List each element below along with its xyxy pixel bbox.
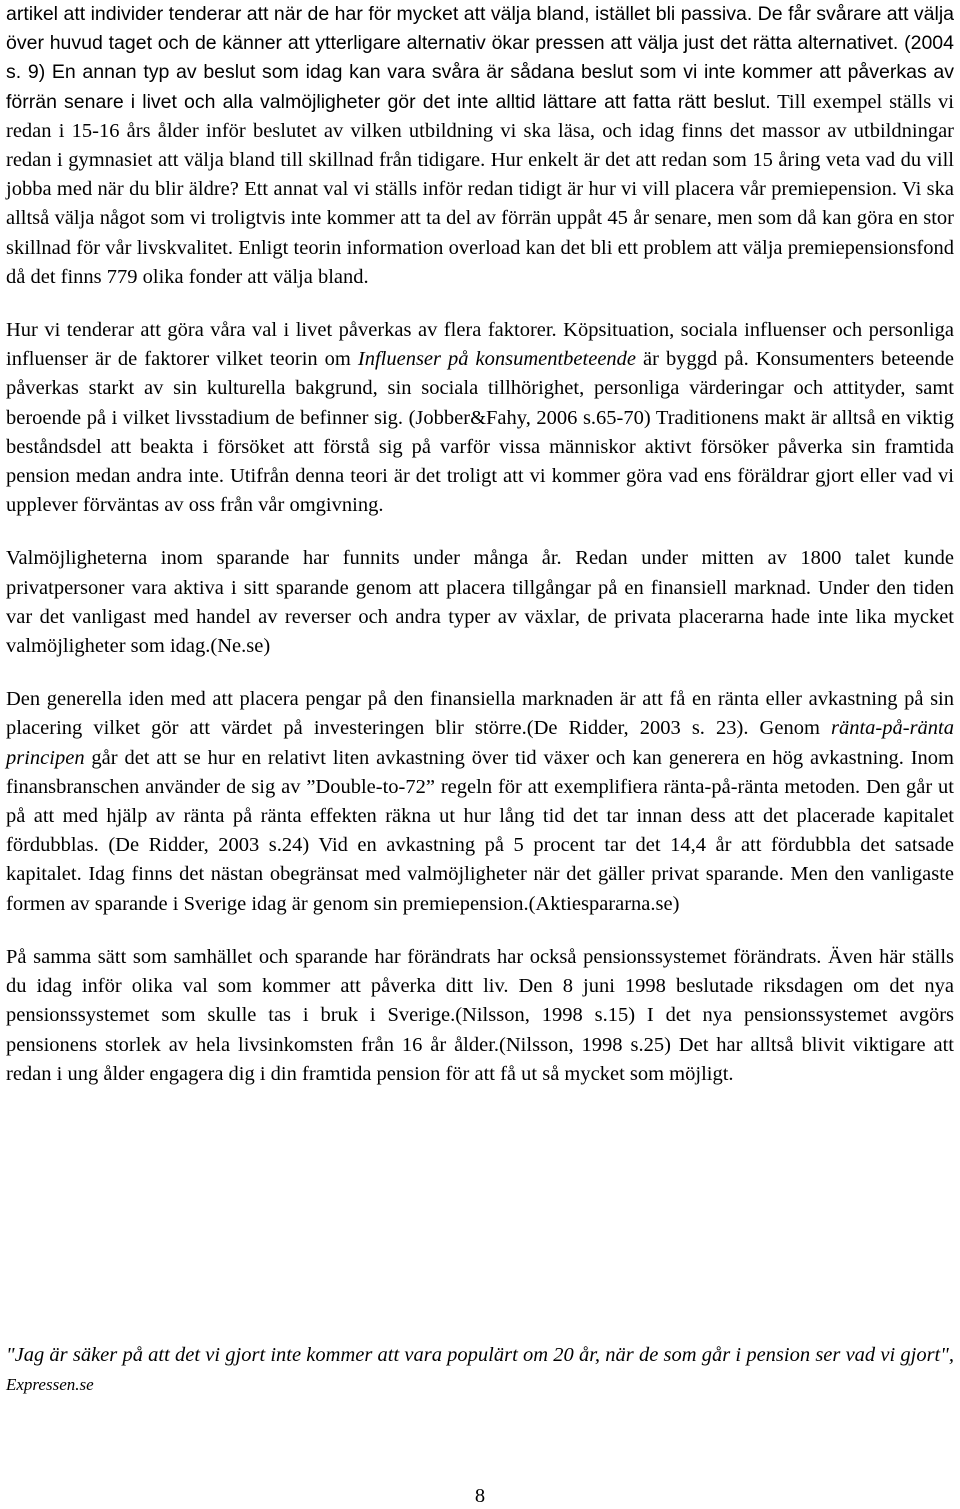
paragraph-text: går det att se hur en relativt liten avkastning över tid växer och kan generera en hög avkastning. Inom finansbranschen använder de sig av ”Double-to-72” regeln för att exemplifiera ränta-på-ränta metoden. Den går ut på att med hjälp av ränta på ränta effekten räkna ut hur lång tid det tar innan dess att det placerade kapitalet fördubblas. (De Ridder, 2003 s.24) Vid en avkastning på 5 procent tar det 14,4 år att fördubbla det satsade kapitalet. Idag finns det nästan obegränsat med valmöjligheter när det gäller privat sparande. Men den vanligaste formen av sparande i Sverige idag är genom sin premiepension.(Aktiespararna.se) — [6, 746, 954, 915]
paragraph-text: Hur vi tenderar att göra våra val i livet påverkas av flera faktorer. Köpsituation, sociala influenser och personliga influenser är de faktorer vilket teorin om — [6, 319, 954, 371]
italic-term: Influenser på konsumentbeteende — [357, 348, 637, 371]
paragraph-savings-history: Valmöjligheterna inom sparande har funnits under många år. Redan under mitten av 1800 talet kunde privatpersoner vara aktiva i sitt sparande genom att placera tillgångar på en finansiell marknad. Under den tiden var det vanligast med handel av reverser och andra typer av växlar, de privata placerarna hade inte lika mycket valmöjligheter som idag.(Ne.se) — [6, 547, 954, 658]
quote-text: "Jag är säker på att det vi gjort inte kommer att vara populärt om 20 år, när de som går i pension ser vad vi gjort", — [6, 1344, 954, 1366]
page-number: 8 — [474, 1485, 486, 1507]
paragraph-segment-sans: artikel att individer tenderar att när de har för mycket att välja bland, istället bli passiva. De får svårare att välja över huvud taget och de känner att ytterligare alternativ ökar pressen att välja just det rätta alternativet. (2004 s. 9) En annan typ av beslut som idag kan vara svåra är sådana beslut som vi inte kommer att påverkas av förrän senare i livet och alla valmöjligheter gör det inte alltid lättare att fatta rätt beslut. — [6, 3, 954, 113]
italic-term: ränta-på-ränta principen — [6, 717, 954, 769]
body-text — [6, 0, 954, 1113]
paragraph-influences — [6, 316, 954, 520]
paragraph-text: är byggd på. Konsumenters beteende påverkas starkt av sin kulturella bakgrund, sin sociala tillhörighet, personliga värderingar och attityder, samt beroende på i vilket livsstadium de befinner sig. (Jobber&Fahy, 2006 s.65-70) Traditionens makt är alltså en viktig beståndsdel att beakta i försöket att förstå sig på varför vissa människor aktivt försöker påverka sin framtida pension medan andra inte. Utifrån denna teori är det troligt att vi kommer göra vad ens föräldrar gjort eller vad vi upplever förväntas av oss från vår omgivning. — [6, 348, 954, 517]
paragraph-pension-system: På samma sätt som samhället och sparande har förändrats har också pensionssystemet förändrats. Även här ställs du idag inför olika val som kommer att påverka ditt liv. Den 8 juni 1998 beslutade riksdagen om det nya pensionssystemet som skulle tas i bruk i Sverige.(Nilsson, 1998 s.15) I det nya pensionssystemet avgörs pensionens storlek av hela livsinkomsten från 16 år ålder.(Nilsson, 1998 s.25) Det har alltså blivit viktigare att redan i ung ålder engagera dig i din framtida pension för att få ut så mycket som möjligt. — [6, 945, 954, 1085]
quote-source: Expressen.se — [6, 1375, 94, 1395]
paragraph-compound-interest — [6, 685, 954, 919]
paragraph-segment-serif: Till exempel ställs vi redan i 15-16 års ålder inför beslutet av vilken utbildning vi ska läsa, och idag finns det massor av utbildningar redan i gymnasiet att välja bland till skillnad från tidigare. Hur enkelt är det att redan som 15 åring veta vad du vill jobba med när du blir äldre? Ett annat val vi ställs inför redan tidigt är hur vi vill placera vår premiepension. Vi ska alltså välja något som vi troligtvis inte kommer att ta del av förrän uppåt 45 år senare, men som då kan göra en stor skillnad för vår livskvalitet. Enligt teorin information overload kan det bli ett problem att välja premiepensionsfond då det finns 779 olika fonder att välja bland. — [6, 90, 954, 288]
quote — [6, 1341, 954, 1399]
paragraph-information-overload — [6, 0, 954, 292]
paragraph-text: Den generella iden med att placera pengar på den finansiella marknaden är att få en ränta eller avkastning på sin placering vilket gör att värdet på investeringen blir större.(De Ridder, 2003 s. 23). Genom — [6, 688, 954, 740]
